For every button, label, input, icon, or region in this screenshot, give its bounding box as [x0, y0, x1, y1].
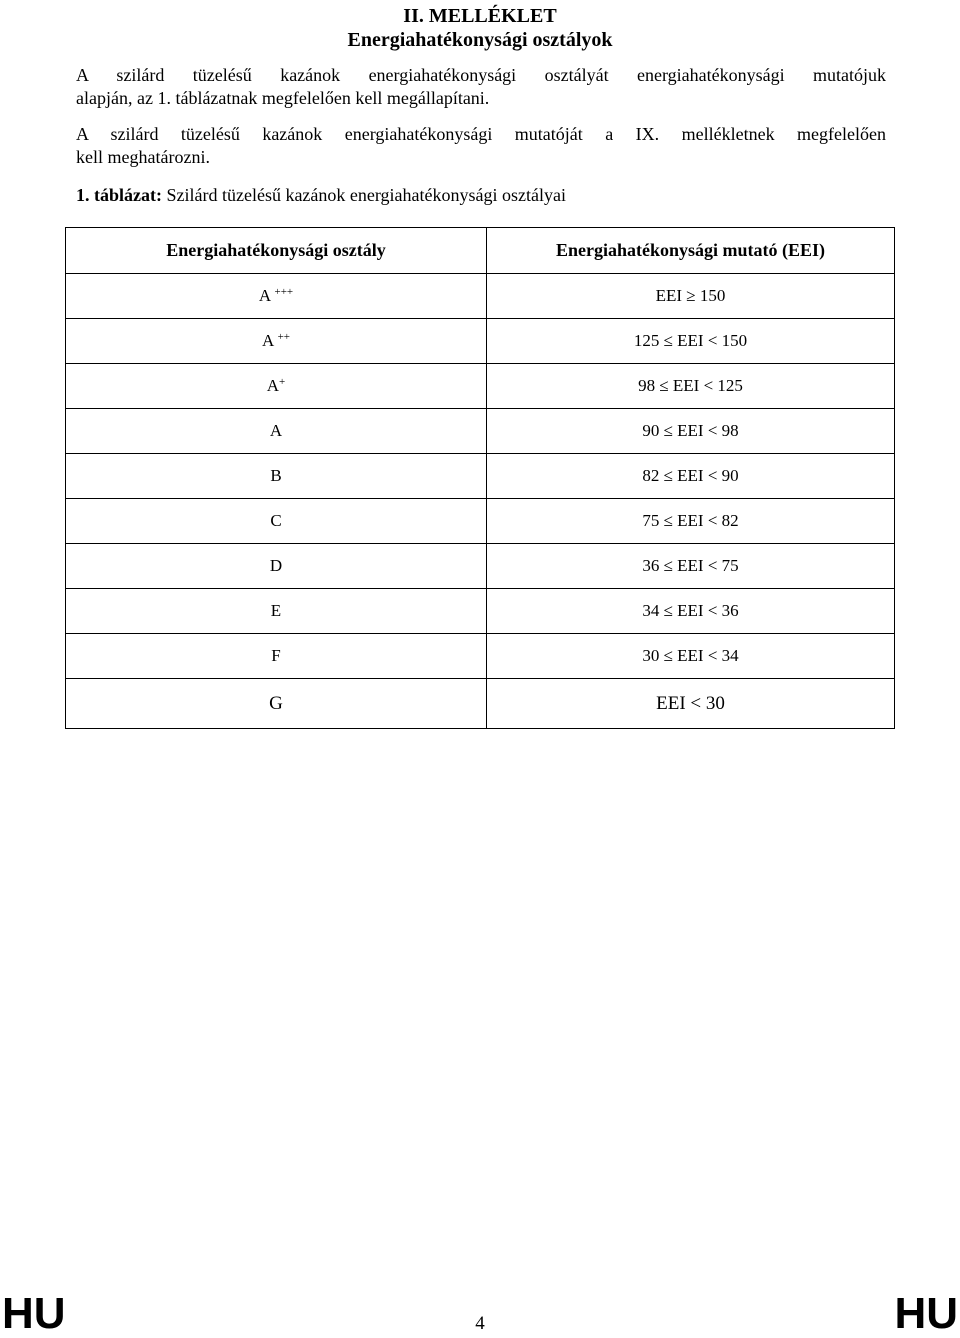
table-row [66, 634, 895, 679]
section-subtitle: Energiahatékonysági osztályok [347, 29, 613, 51]
table-row [66, 319, 895, 364]
table-row [66, 589, 895, 634]
eei-cell: 125 ≤ EEI < 150 [487, 319, 895, 364]
eei-cell: 90 ≤ EEI < 98 [487, 409, 895, 454]
footer-language-left: HU [2, 1289, 66, 1338]
paragraph-2 [76, 123, 886, 169]
efficiency-class-table [65, 227, 895, 729]
paragraph-2-line-2: kell meghatározni. [76, 147, 210, 167]
class-cell [66, 319, 487, 364]
eei-cell: 98 ≤ EEI < 125 [487, 364, 895, 409]
eei-cell: 30 ≤ EEI < 34 [487, 634, 895, 679]
paragraph-1 [76, 64, 886, 110]
table-header-row [66, 228, 895, 274]
footer-language-right: HU [894, 1289, 958, 1338]
page-number: 4 [475, 1313, 485, 1334]
class-suffix: + [279, 376, 286, 388]
table-row [66, 274, 895, 319]
eei-cell: EEI ≥ 150 [487, 274, 895, 319]
class-cell: E [66, 589, 487, 634]
eei-cell: 75 ≤ EEI < 82 [487, 499, 895, 544]
table-row [66, 364, 895, 409]
table-row [66, 499, 895, 544]
class-suffix: +++ [274, 286, 294, 298]
paragraph-1-line-1: A szilárd tüzelésű kazánok energiahatékonysági osztályát energiahatékonysági mutatójuk [76, 65, 886, 85]
header-eei: Energiahatékonysági mutató (EEI) [487, 228, 895, 274]
class-cell [66, 364, 487, 409]
eei-cell: EEI < 30 [487, 679, 895, 729]
class-letter: A [266, 376, 280, 395]
eei-cell: 82 ≤ EEI < 90 [487, 454, 895, 499]
class-cell: D [66, 544, 487, 589]
table-caption-text: Szilárd tüzelésű kazánok energiahatékonysági osztályai [161, 185, 566, 205]
annex-title: II. MELLÉKLET [403, 5, 557, 27]
table-caption-label: 1. táblázat: [76, 185, 162, 205]
class-letter: A [261, 331, 274, 350]
class-suffix: ++ [277, 331, 290, 343]
table-row [66, 409, 895, 454]
table-row [66, 454, 895, 499]
table-caption [76, 184, 566, 207]
class-cell: G [66, 679, 487, 729]
class-cell: B [66, 454, 487, 499]
table-row [66, 679, 895, 729]
class-letter: A [258, 286, 271, 305]
paragraph-1-line-2: alapján, az 1. táblázatnak megfelelően kell megállapítani. [76, 88, 490, 108]
class-cell: A [66, 409, 487, 454]
header-class: Energiahatékonysági osztály [66, 228, 487, 274]
eei-cell: 36 ≤ EEI < 75 [487, 544, 895, 589]
class-cell: F [66, 634, 487, 679]
class-cell [66, 274, 487, 319]
table-row [66, 544, 895, 589]
eei-cell: 34 ≤ EEI < 36 [487, 589, 895, 634]
paragraph-2-line-1: A szilárd tüzelésű kazánok energiahatékonysági mutatóját a IX. mellékletnek megfelelően [76, 124, 886, 144]
class-cell: C [66, 499, 487, 544]
